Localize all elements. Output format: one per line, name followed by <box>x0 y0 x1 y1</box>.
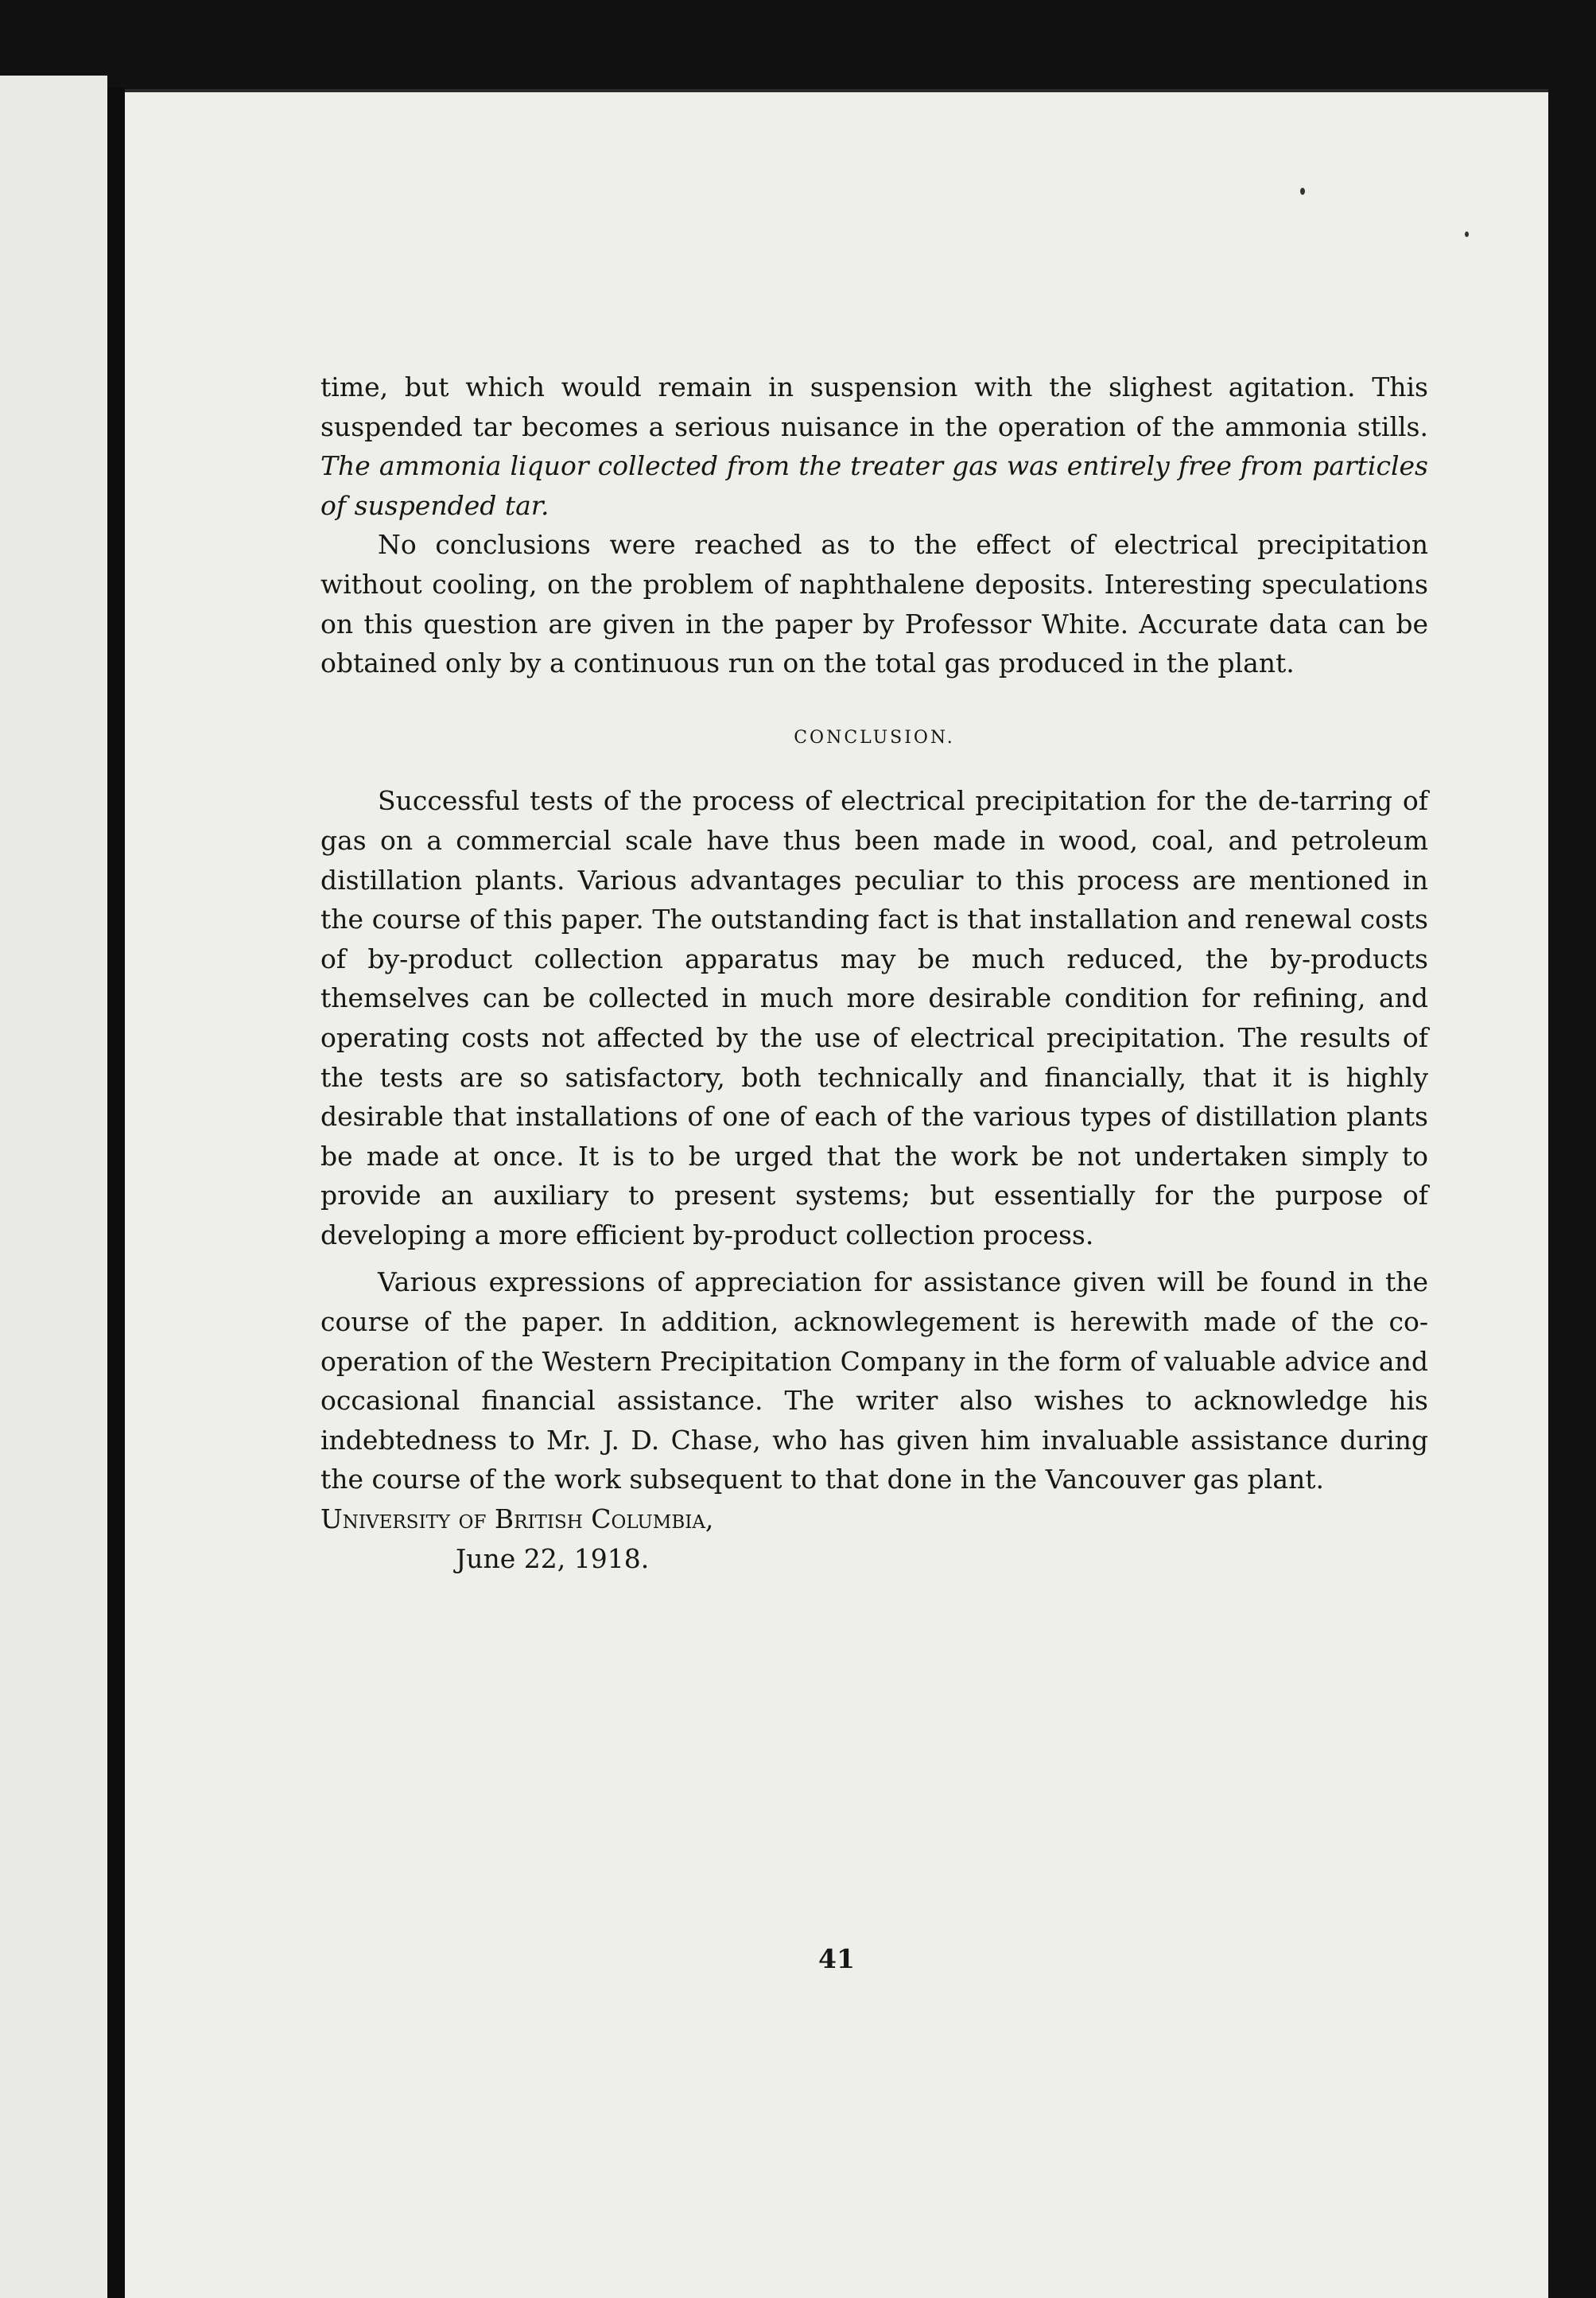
adjacent-page-edge <box>0 76 107 2298</box>
paragraph-text: time, but which would remain in suspension with the slighest agitation. This suspended tar becomes a serious nuisance in the operation of the ammonia stills. <box>320 371 1428 442</box>
paragraph: No conclusions were reached as to the effect of electrical precipitation without cooling, on the problem of naphthalene deposits. Interesting speculations on this question are given in the paper by Professor White. Accurate data can be obtained only by a continuous run on the total gas produced in the plant. <box>320 529 1428 679</box>
paragraph-continued <box>320 367 1428 525</box>
body-text <box>320 367 1428 1578</box>
author-affiliation: University of British Columbia, <box>320 1503 714 1535</box>
paragraph: Successful tests of the process of electrical precipitation for the de-tarring of gas on a commercial scale have thus been made in wood, coal, and petroleum distillation plants. Various advantages peculiar to this process are mentioned in the course of this paper. The outstanding fact is that installation and renewal costs of by-product collection apparatus may be much reduced, the by-products themselves can be collected in much more desirable condition for refining, and operating costs not affected by the use of electrical precipitation. The results of the tests are so satisfactory, both technically and financially, that it is highly desirable that installations of one of each of the various types of distillation plants be made at once. It is to be urged that the work be not undertaken simply to provide an auxiliary to present systems; but essentially for the purpose of developing a more efficient by-product collection process. <box>320 785 1428 1250</box>
scan-speck <box>1300 188 1305 195</box>
page-number: 41 <box>818 1943 855 1974</box>
section-heading: CONCLUSION. <box>794 727 955 748</box>
document-page <box>125 89 1548 2298</box>
scan-speck <box>1465 231 1469 237</box>
book-spine-shadow <box>107 87 125 2298</box>
paragraph: Various expressions of appreciation for assistance given will be found in the course of the paper. In addition, acknowlegement is herewith made of the co-operation of the Western Precipitation Company in the form of valuable advice and occasional financial assistance. The writer also wishes to acknowledge his indebtedness to Mr. J. D. Chase, who has given him invaluable assistance during the course of the work subsequent to that done in the Vancouver gas plant. <box>320 1266 1428 1495</box>
signature-date: June 22, 1918. <box>456 1542 650 1574</box>
italic-sentence: The ammonia liquor collected from the treater gas was entirely free from particles of suspended tar. <box>320 450 1428 521</box>
